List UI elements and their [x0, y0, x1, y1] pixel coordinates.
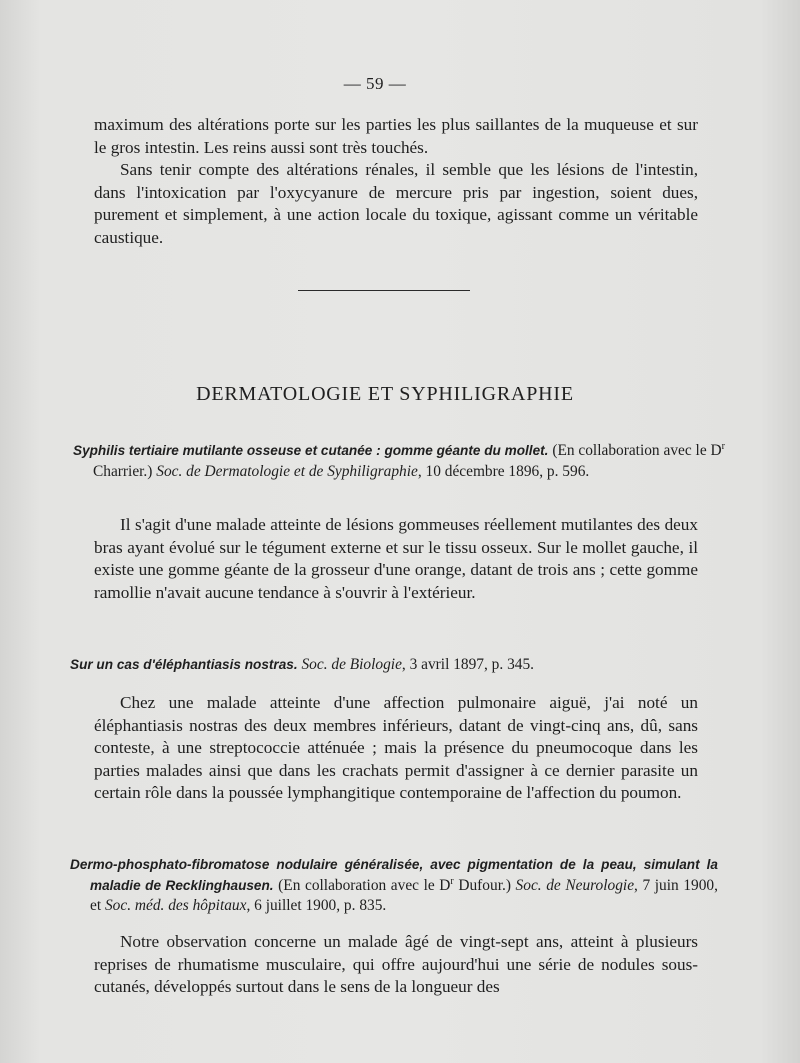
bibliographic-reference	[73, 441, 725, 482]
page-number: — 59 —	[343, 74, 407, 93]
journal-name: Soc. de Dermatologie et de Syphiligraphie	[156, 462, 418, 480]
reference-title: Dermo-phosphato-fibromatose nodulaire généralisée, avec pigmentation de la peau, simulant la maladie de Recklinghausen.	[70, 857, 718, 893]
reference-text: , 6 juillet 1900, p. 835.	[246, 897, 387, 914]
reference-text: , 3 avril 1897, p. 345.	[401, 656, 534, 673]
journal-name: Soc. de Neurologie	[515, 876, 635, 894]
section-divider	[298, 290, 470, 291]
reference-title: Sur un cas d'éléphantiasis nostras.	[70, 657, 298, 672]
reference-text: Dufour.)	[453, 876, 516, 894]
paragraph: maximum des altérations porte sur les parties les plus saillantes de la muqueuse et sur le gros intestin. Les reins aussi sont très touchés.	[94, 115, 698, 157]
bibliographic-reference	[70, 855, 718, 917]
section-heading: DERMATOLOGIE ET SYPHILIGRAPHIE	[196, 383, 574, 405]
reference-title: Syphilis tertiaire mutilante osseuse et cutanée : gomme géante du mollet.	[73, 443, 549, 458]
paragraph: Notre observation concerne un malade âgé de vingt-sept ans, atteint à plusieurs reprises de rhumatisme musculaire, qui offre aujourd'hui une série de nodules sous-cutanés, développés surtout dans le sens de la longueur des	[94, 932, 698, 997]
paragraph: Il s'agit d'une malade atteinte de lésions gommeuses réellement mutilantes des deux bras ayant évolué sur le tégument externe et sur le tissu osseux. Sur le mollet gauche, il existe une gomme géante de la grosseur d'une orange, datant de trois ans ; cette gomme ramollie n'avait aucune tendance à s'ouvrir à l'extérieur.	[94, 515, 698, 602]
reference-text: Charrier.)	[93, 462, 157, 480]
reference-text: (En collaboration avec le D	[273, 876, 451, 894]
reference-text: (En collaboration avec le D	[548, 442, 722, 459]
journal-name: Soc. méd. des hôpitaux	[104, 897, 247, 914]
bibliographic-reference	[70, 655, 710, 676]
reference-superscript: r	[721, 440, 725, 452]
paragraph: Chez une malade atteinte d'une affection pulmonaire aiguë, j'ai noté un éléphantiasis nostras des deux membres inférieurs, datant de vingt-cinq ans, dû, sans conteste, à une streptococcie atténuée ; mais la présence du pneumocoque dans les parties malades ainsi que dans les crachats permit d'assigner à ce dernier parasite un certain rôle dans la poussée lymphangitique contemporaine de l'affection du poumon.	[94, 693, 698, 803]
reference-text: , 10 décembre 1896, p. 596.	[417, 462, 590, 480]
reference-text: , 7 juin 1900, et	[90, 876, 718, 914]
journal-name: Soc. de Biologie	[301, 656, 402, 673]
reference-superscript: r	[450, 875, 454, 887]
paragraph: Sans tenir compte des altérations rénales, il semble que les lésions de l'intestin, dans l'intoxication par l'oxycyanure de mercure pris par ingestion, soient dues, purement et simplement, à une action locale du toxique, agissant comme un véritable caustique.	[94, 160, 698, 247]
